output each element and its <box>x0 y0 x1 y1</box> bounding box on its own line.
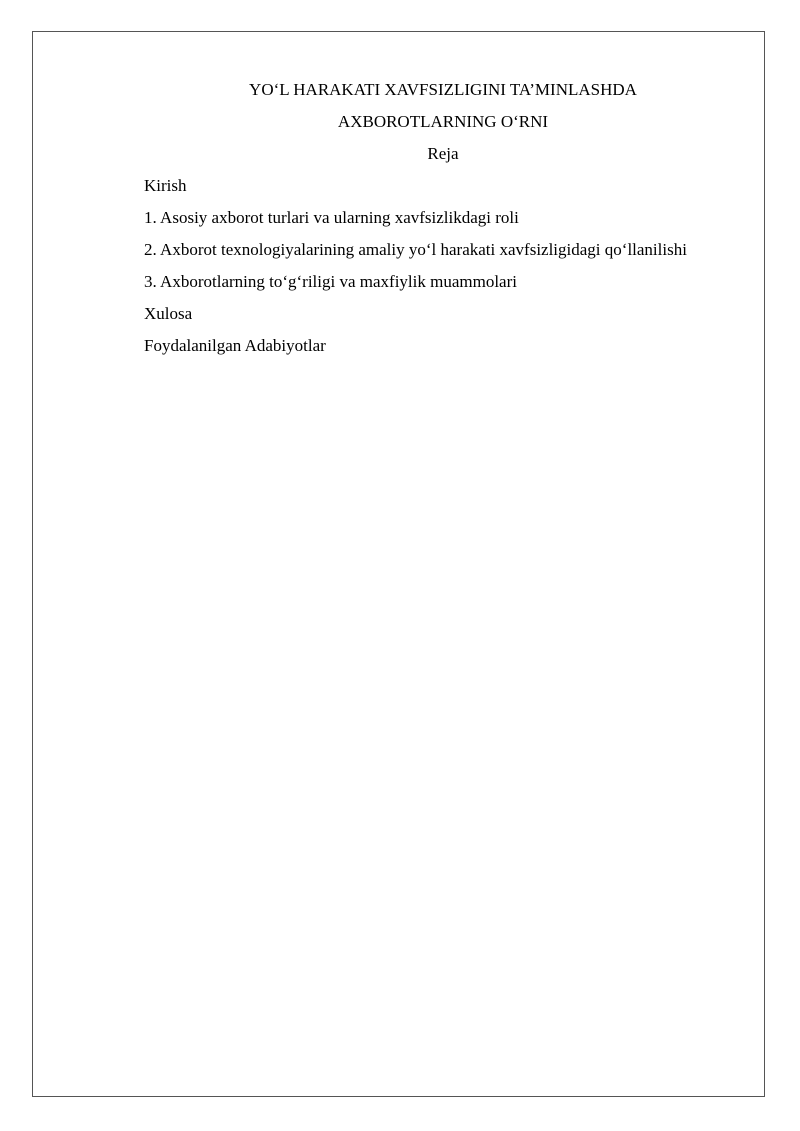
plan-item-1: 1. Asosiy axborot turlari va ularning xavfsizlikdagi roli <box>144 208 519 227</box>
plan-heading: Reja <box>427 144 459 163</box>
plan-item-introduction: Kirish <box>144 176 187 195</box>
plan-item-3: 3. Axborotlarning to‘g‘riligi va maxfiylik muammolari <box>144 272 517 291</box>
plan-item-references: Foydalanilgan Adabiyotlar <box>144 336 326 355</box>
document-title-line-2: AXBOROTLARNING O‘RNI <box>337 112 549 131</box>
plan-item-2: 2. Axborot texnologiyalarining amaliy yo‘l harakati xavfsizligidagi qo‘llanilishi <box>144 240 687 259</box>
document-title-line-1: YO‘L HARAKATI XAVFSIZLIGINI TA’MINLASHDA <box>249 80 637 99</box>
document-body <box>144 74 742 362</box>
plan-item-conclusion: Xulosa <box>144 304 193 323</box>
